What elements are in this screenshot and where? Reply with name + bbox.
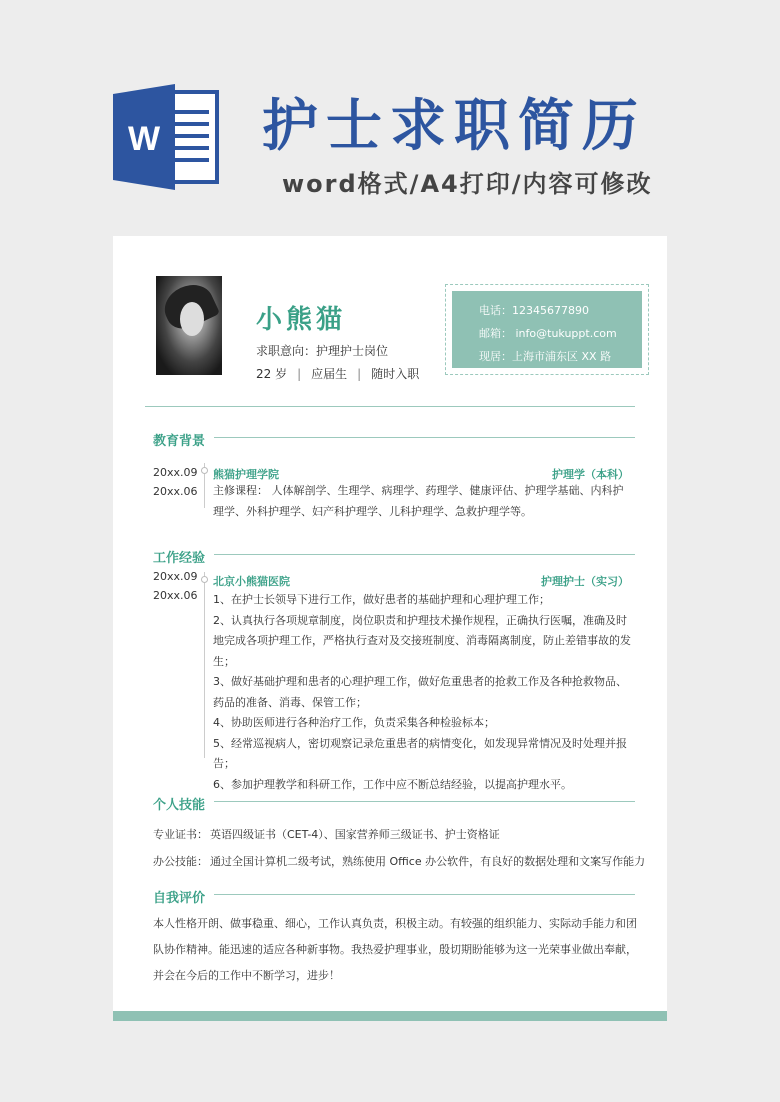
- word-logo-letter: W: [127, 120, 161, 158]
- education-school: 熊猫护理学院: [213, 468, 279, 481]
- word-icon: [113, 84, 221, 190]
- section-divider: [214, 894, 635, 895]
- section-divider: [214, 554, 635, 555]
- skill-office: [153, 853, 645, 869]
- timeline-line: [204, 572, 205, 758]
- timeline-dot: [201, 576, 208, 583]
- work-duty-item: 3、做好基础护理和患者的心理护理工作，做好危重患者的抢救工作及各种抢救物品、药品的准备、消毒、保管工作；: [213, 675, 627, 709]
- skill-certificates: [153, 826, 500, 842]
- meta-separator: |: [357, 367, 362, 381]
- work-position: 护理护士（实习）: [541, 575, 629, 588]
- contact-panel: [452, 291, 642, 368]
- education-end-date: 20xx.06: [153, 485, 198, 498]
- contact-phone: 电话：12345677890: [479, 304, 589, 317]
- work-duty-item: 2、认真执行各项规章制度，岗位职责和护理技术操作规程，正确执行医嘱，准确及时地完成各项护理工作，严格执行查对及交接班制度、消毒隔离制度，防止差错事故的发生；: [213, 613, 631, 668]
- page-subtitle: word格式/A4打印/内容可修改: [282, 170, 653, 198]
- profile-photo: [156, 276, 222, 375]
- candidate-availability: 随时入职: [371, 367, 420, 381]
- job-intent: 求职意向：护理护士岗位: [256, 344, 389, 358]
- education-courses: 主修课程： 人体解剖学、生理学、病理学、药理学、健康评估、护理学基础、内科护理学、外科护理学、妇产科护理学、儿科护理学、急救护理学等。: [213, 484, 624, 518]
- section-title-skills: 个人技能: [153, 798, 206, 813]
- resume-footer-bar: [113, 1011, 667, 1021]
- skill-office-label: 办公技能：: [153, 855, 208, 868]
- section-title-work: 工作经验: [153, 551, 206, 566]
- resume-page: [113, 236, 667, 1021]
- candidate-status: 应届生: [311, 367, 348, 381]
- skill-office-value: 通过全国计算机二级考试，熟练使用 Office 办公软件，有良好的数据处理和文案写作能力: [210, 855, 646, 868]
- work-company: 北京小熊猫医院: [213, 575, 290, 588]
- work-duties: [213, 590, 633, 795]
- work-duty-item: 1、在护士长领导下进行工作，做好患者的基础护理和心理护理工作；: [213, 593, 550, 606]
- education-start-date: 20xx.09: [153, 466, 198, 479]
- section-divider: [214, 801, 635, 802]
- contact-address: 现居：上海市浦东区 XX 路: [479, 350, 612, 363]
- section-title-education: 教育背景: [153, 434, 206, 449]
- candidate-meta: [256, 365, 419, 382]
- skill-certificates-value: 英语四级证书（CET-4）、国家营养师三级证书、护士资格证: [210, 828, 500, 841]
- skill-certificates-label: 专业证书：: [153, 828, 208, 841]
- banner: [0, 0, 780, 225]
- work-duty-item: 6、参加护理教学和科研工作，工作中应不断总结经验，以提高护理水平。: [213, 777, 572, 791]
- candidate-name: 小熊猫: [256, 305, 347, 335]
- work-end-date: 20xx.06: [153, 589, 198, 602]
- section-title-evaluation: 自我评价: [153, 891, 206, 906]
- candidate-age: 22 岁: [256, 367, 288, 381]
- contact-box: [445, 284, 649, 375]
- meta-separator: |: [297, 367, 302, 381]
- page-title: 护士求职简历: [262, 94, 646, 159]
- education-major: 护理学（本科）: [552, 468, 629, 481]
- contact-email: 邮箱： info@tukuppt.com: [479, 327, 617, 340]
- header-divider: [145, 406, 635, 407]
- work-duty-item: 5、经常巡视病人，密切观察记录危重患者的病情变化，如发现异常情况及时处理并报告；: [213, 736, 627, 770]
- self-evaluation-text: 本人性格开朗、做事稳重、细心，工作认真负责，积极主动。有较强的组织能力、实际动手能力和团队协作精神。能迅速的适应各种新事物。我热爱护理事业，殷切期盼能够为这一光荣事业做出奉献，并会在今后的工作中不断学习，进步！: [153, 917, 637, 982]
- work-duty-item: 4、协助医师进行各种治疗工作，负责采集各种检验标本；: [213, 716, 495, 729]
- section-divider: [214, 437, 635, 438]
- work-start-date: 20xx.09: [153, 570, 198, 583]
- timeline-dot: [201, 467, 208, 474]
